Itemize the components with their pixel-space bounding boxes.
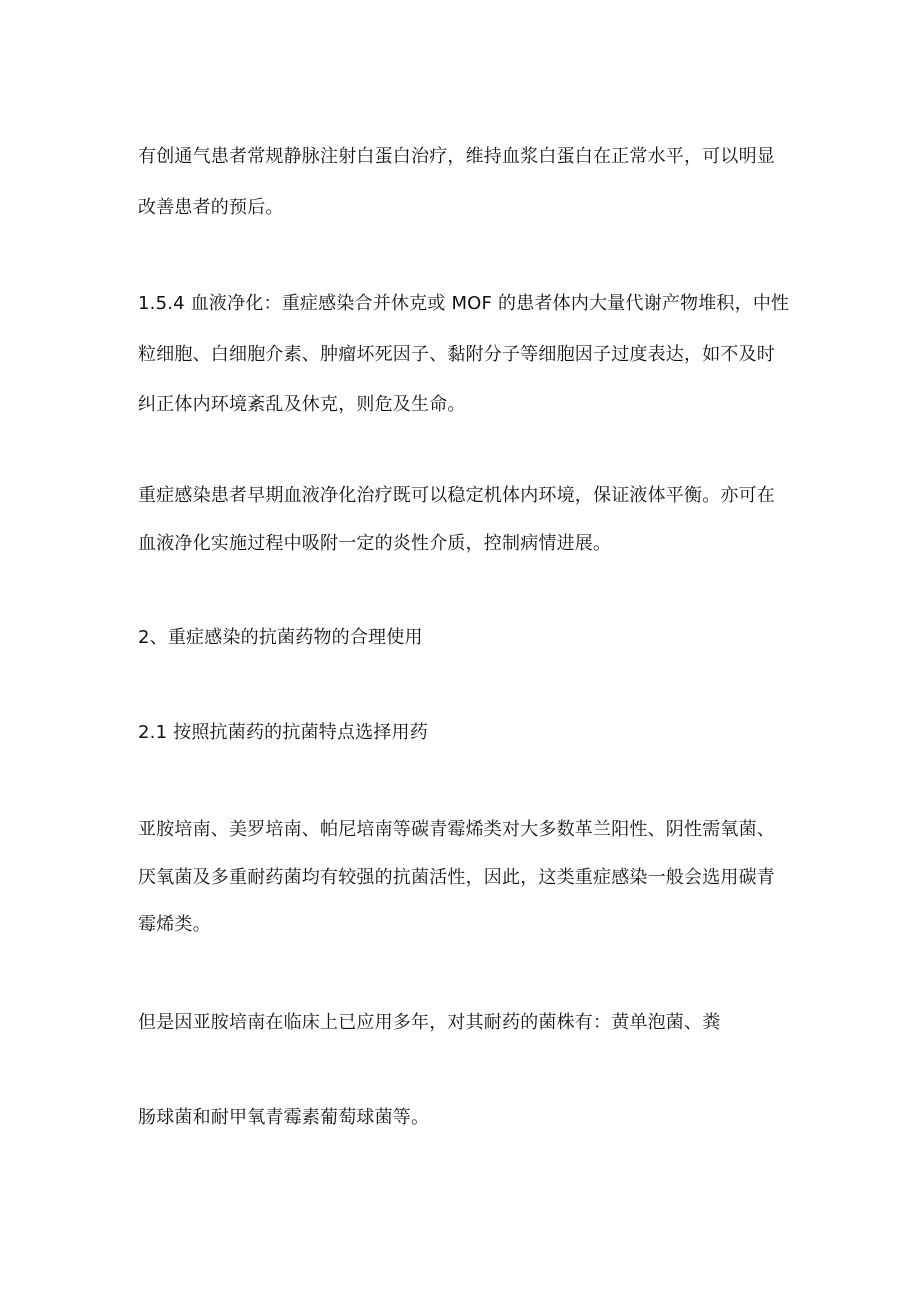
paragraph-1-line-2: 改善患者的预后。 [138, 197, 284, 218]
paragraph-2-line-1: 1.5.4 血液净化：重症感染合并休克或 MOF 的患者体内大量代谢产物堆积，中性 [138, 293, 790, 314]
paragraph-4-line-2: 厌氧菌及多重耐药菌均有较强的抗菌活性，因此，这类重症感染一般会选用碳青 [138, 867, 775, 888]
paragraph-4-line-1: 亚胺培南、美罗培南、帕尼培南等碳青霉烯类对大多数革兰阳性、阴性需氧菌、 [138, 819, 775, 840]
paragraph-5-line-1: 但是因亚胺培南在临床上已应用多年，对其耐药的菌株有：黄单泡菌、粪 [138, 1012, 721, 1033]
paragraph-1-line-1: 有创通气患者常规静脉注射白蛋白治疗，维持血浆白蛋白在正常水平，可以明显 [138, 146, 775, 167]
paragraph-2-line-2: 粒细胞、白细胞介素、肿瘤坏死因子、黏附分子等细胞因子过度表达，如不及时 [138, 344, 775, 365]
paragraph-4-line-3: 霉烯类。 [138, 914, 211, 935]
paragraph-3-line-2: 血液净化实施过程中吸附一定的炎性介质，控制病情进展。 [138, 533, 612, 554]
paragraph-5-line-2: 肠球菌和耐甲氧青霉素葡萄球菌等。 [138, 1107, 430, 1128]
section-heading-2-1: 2.1 按照抗菌药的抗菌特点选择用药 [138, 722, 428, 743]
section-heading-2: 2、重症感染的抗菌药物的合理使用 [138, 627, 423, 648]
paragraph-3-line-1: 重症感染患者早期血液净化治疗既可以稳定机体内环境，保证液体平衡。亦可在 [138, 485, 775, 506]
paragraph-2-line-3: 纠正体内环境紊乱及休克，则危及生命。 [138, 394, 466, 415]
